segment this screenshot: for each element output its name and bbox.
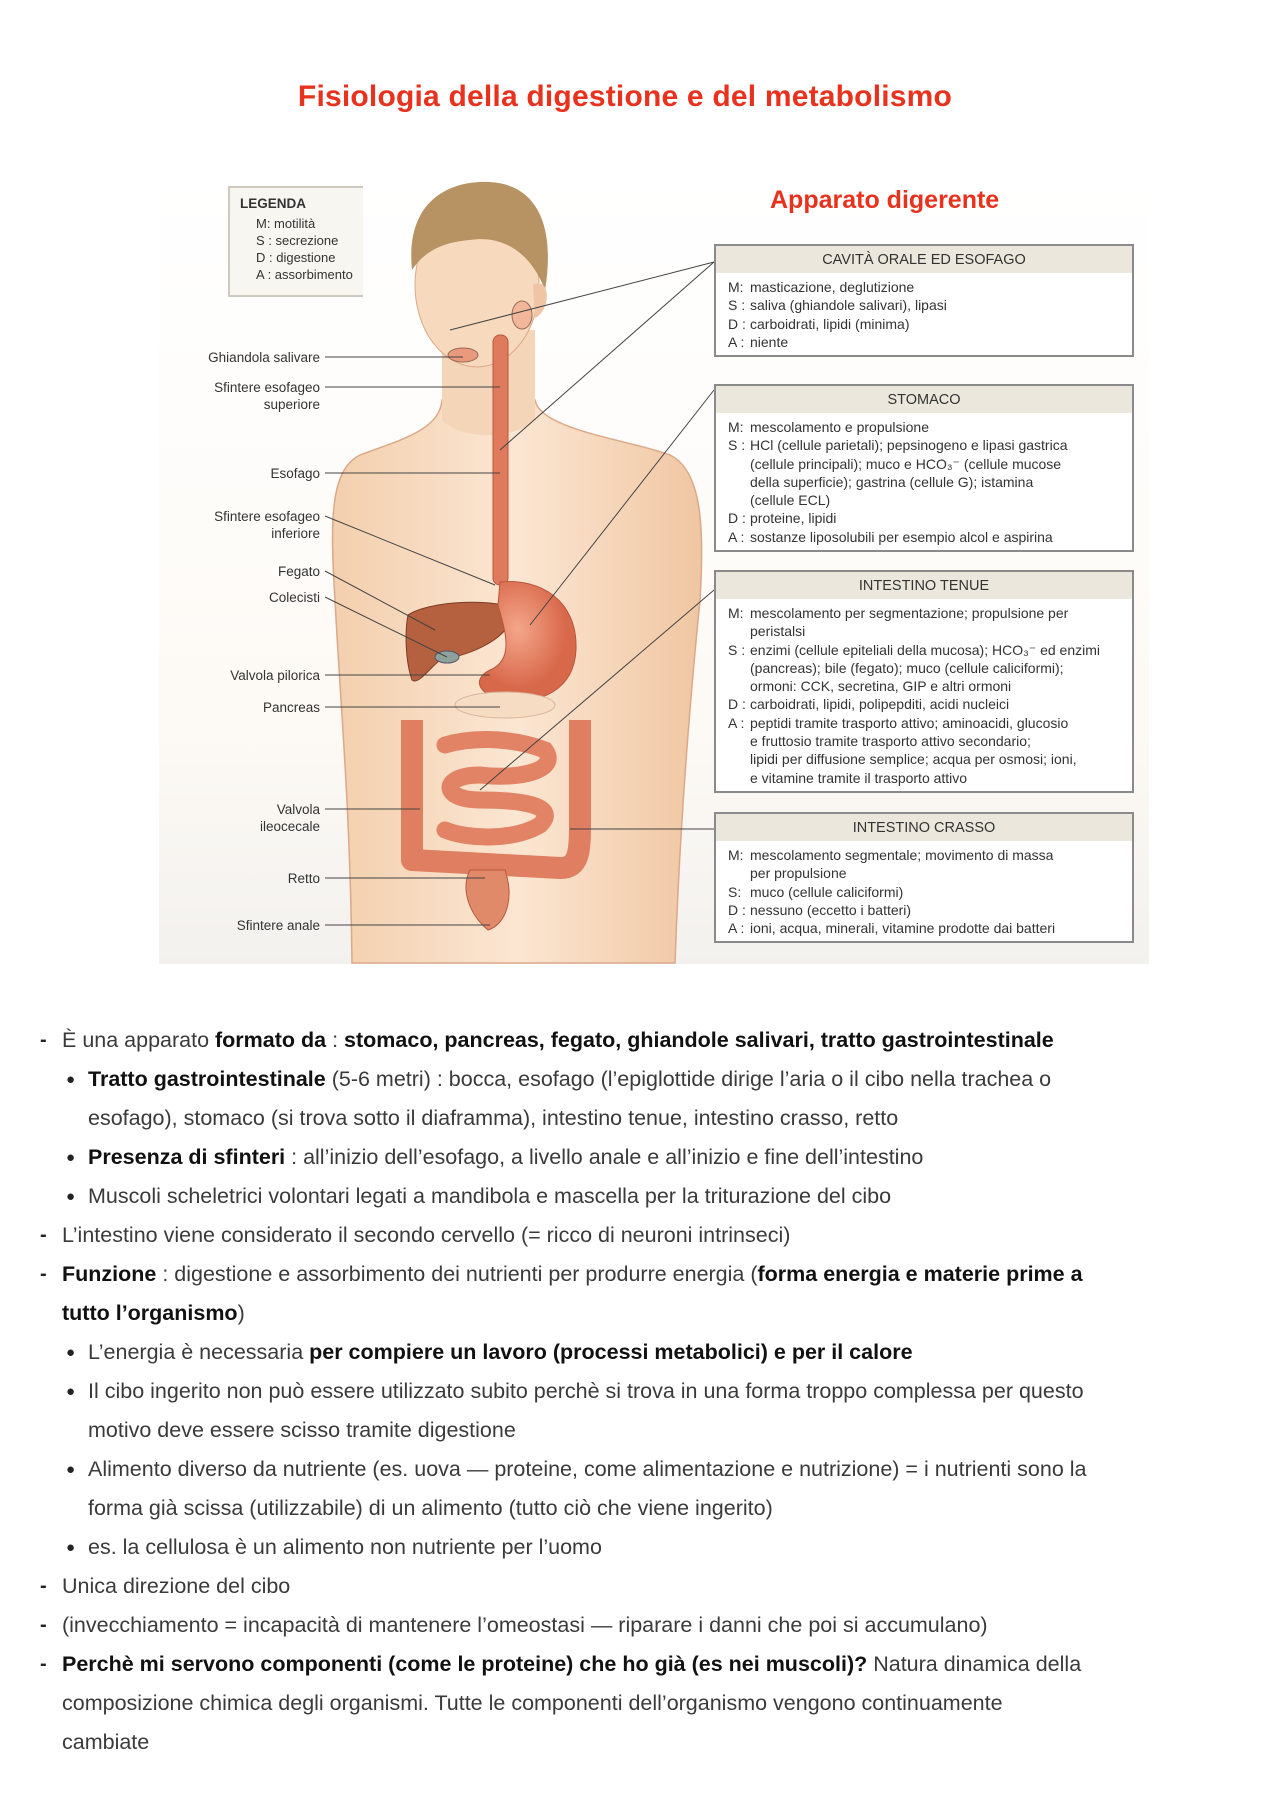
organ-box-heading: CAVITÀ ORALE ED ESOFAGO [716,246,1132,273]
organ-label [278,563,320,580]
row-text [750,883,903,901]
row-text [750,695,1009,713]
organ-box [714,812,1134,943]
note-subitem-line [0,1411,1280,1450]
notes-list [0,1021,1280,1762]
organ-box-heading: INTESTINO TENUE [716,572,1132,599]
organ-box-row [728,883,1126,901]
note-subitem-line [0,1450,1280,1489]
row-text-line: carboidrati, lipidi (minima) [750,315,910,332]
note-text [62,1021,1054,1060]
row-key: S : [728,297,746,314]
plain-text: : digestione e assorbimento dei nutrienti per produrre energia ( [156,1262,758,1286]
organ-box-row [728,333,1126,351]
row-text [750,509,836,527]
bold-text: Funzione [62,1262,157,1286]
note-subitem-line [0,1489,1280,1528]
bold-text: Tratto gastrointestinale [88,1067,326,1091]
row-text-line: muco (cellule caliciformi) [750,883,904,900]
row-text-line: masticazione, deglutizione [750,279,915,295]
organ-box-body [716,599,1132,791]
organ-box [714,244,1134,357]
note-line [0,1294,1280,1333]
row-key: A : [728,528,745,545]
organ-label [288,870,320,887]
row-text-line: proteine, lipidi [750,510,837,527]
parotid-gland [512,301,532,329]
organ-label [208,349,320,366]
note-text [88,1333,913,1372]
dash-marker: - [40,1614,47,1636]
organ-box-body [716,273,1132,355]
plain-text: composizione chimica degli organismi. Tutte le componenti dell’organismo vengono continuamente [62,1691,1003,1715]
row-key: D : [728,901,746,918]
note-text [88,1099,898,1138]
row-text-line: (cellule principali); muco e HCO₃⁻ (cellule mucose [750,455,1062,472]
row-text-line: ioni, acqua, minerali, vitamine prodotte dai batteri [750,920,1056,937]
bullet-marker: ● [66,1149,76,1166]
plain-text: È una apparato [62,1028,216,1052]
figure-title: Apparato digerente [770,186,1000,214]
organ-box-row [728,695,1126,713]
organ-box-row [728,901,1126,919]
organ-box-body [716,841,1132,941]
row-text-line: per propulsione [750,865,847,882]
note-line [0,1216,1280,1255]
organ-label [237,917,320,934]
row-text [750,528,1053,546]
organ-label-line: Sfintere esofageo [214,380,320,395]
row-text-line: (pancreas); bile (fegato); muco (cellule caliciformi); [750,659,1064,676]
organ-label-line: Sfintere esofageo [214,509,320,524]
note-line [0,1255,1280,1294]
note-text [88,1489,773,1528]
organ-label-line: Retto [287,871,320,886]
organ-label-line: Esofago [270,466,320,481]
note-text [88,1528,602,1567]
row-text-line: (cellule ECL) [750,492,831,509]
salivary-gland [448,348,478,362]
organ-box-row [728,418,1126,436]
note-text [62,1606,988,1645]
note-text [88,1060,1051,1099]
pancreas [455,692,555,718]
note-text [88,1372,1084,1411]
plain-text: Alimento diverso da nutriente (es. uova — proteine, come alimentazione e nutrizione) = i nutrienti sono la [88,1457,1087,1481]
row-text [750,714,1077,787]
dash-marker: - [40,1575,47,1597]
plain-text: Natura dinamica della [867,1652,1082,1676]
bold-text: stomaco, pancreas, fegato, ghiandole salivari, tratto gastrointestinale [344,1028,1054,1052]
organ-label [214,379,320,413]
note-line [0,1645,1280,1684]
organ-box-row [728,641,1126,696]
organ-label [269,589,320,606]
note-subitem-line [0,1528,1280,1567]
organ-label-line: Valvola [276,802,320,817]
bullet-marker: ● [66,1461,76,1478]
dash-marker: - [40,1029,47,1051]
legend [228,186,363,297]
row-text-line: e fruttosio tramite trasporto attivo secondario; [750,733,1031,750]
plain-text: L’energia è necessaria [88,1340,310,1364]
esophagus [493,335,508,585]
dash-marker: - [40,1653,47,1675]
bullet-marker: ● [66,1344,76,1361]
plain-text: Muscoli scheletrici volontari legati a mandibola e mascella per la triturazione del cibo [88,1184,892,1208]
note-text [62,1684,1003,1723]
plain-text: es. la cellulosa è un alimento non nutriente per l’uomo [88,1535,602,1559]
organ-box-row [728,528,1126,546]
row-text-line: ormoni: CCK, secretina, GIP e altri ormoni [750,678,1012,695]
organ-label-line: Fegato [277,564,320,579]
organ-label-line: Ghiandola salivare [208,350,320,365]
bold-text: tutto l’organismo [62,1301,238,1325]
row-text-line: saliva (ghiandole salivari), lipasi [750,297,947,314]
organ-box-row [728,714,1126,787]
organ-box-row [728,919,1126,937]
bold-text: forma energia e materie prime a [757,1262,1083,1286]
plain-text: ) [237,1301,245,1325]
row-key: S: [728,883,742,900]
note-text [62,1645,1081,1684]
ear [533,283,547,318]
note-line [0,1567,1280,1606]
organ-label-line: ileocecale [259,819,320,834]
bold-text: Perchè mi servono componenti (come le proteine) che ho già (es nei muscoli)? [62,1652,868,1676]
plain-text: Il cibo ingerito non può essere utilizzato subito perchè si trova in una forma troppo complessa per questo [88,1379,1084,1403]
plain-text: motivo deve essere scisso tramite digestione [88,1418,516,1442]
plain-text: : [326,1028,345,1052]
plain-text: esofago), stomaco (si trova sotto il diaframma), intestino tenue, intestino crasso, retto [88,1106,899,1130]
row-text [750,278,914,296]
row-text-line: niente [750,333,789,350]
row-text-line: e vitamine tramite il trasporto attivo [750,769,968,786]
organ-box-row [728,278,1126,296]
organ-box [714,384,1134,552]
organ-box-heading: INTESTINO CRASSO [716,814,1132,841]
organ-box-row [728,436,1126,509]
row-text-line: peristalsi [750,623,806,640]
organ-label-line: Colecisti [268,590,320,605]
note-line [0,1684,1280,1723]
organ-label-line: superiore [263,397,320,412]
note-subitem-line [0,1177,1280,1216]
bold-text: Presenza di sfinteri [88,1145,286,1169]
row-text [750,436,1068,509]
row-text-line: enzimi (cellule epiteliali della mucosa); HCO₃⁻ ed enzimi [750,641,1100,658]
plain-text: (5-6 metri) : bocca, esofago (l’epiglottide dirige l’aria o il cibo nella trachea o [325,1067,1052,1091]
row-key: M: [728,279,744,295]
bold-text: formato da [215,1028,327,1052]
organ-box [714,570,1134,793]
row-key: A : [728,920,745,937]
organ-label [263,699,320,716]
plain-text: cambiate [62,1730,150,1754]
plain-text: L’intestino viene considerato il secondo cervello (= ricco di neuroni intrinseci) [62,1223,791,1247]
bullet-marker: ● [66,1188,76,1205]
row-key: A : [728,714,745,731]
legend-item: M: motilità [256,216,316,231]
note-line [0,1606,1280,1645]
organ-box-body [716,413,1132,550]
row-text-line: mescolamento segmentale; movimento di massa [750,847,1054,863]
note-text [88,1177,891,1216]
row-key: M: [728,605,744,621]
note-subitem-line [0,1060,1280,1099]
row-text-line: HCl (cellule parietali); pepsinogeno e lipasi gastrica [750,437,1068,454]
row-key: A : [728,333,745,350]
legend-item: S : secrezione [256,233,339,248]
dash-marker: - [40,1263,47,1285]
organ-label-line: Valvola pilorica [230,668,320,683]
row-key: D : [728,696,746,713]
note-text [62,1255,1083,1294]
organ-box-row [728,509,1126,527]
page-title: Fisiologia della digestione e del metabolismo [297,80,953,113]
note-text [62,1567,290,1606]
note-subitem-line [0,1099,1280,1138]
organ-box-heading: STOMACO [716,386,1132,413]
note-subitem-line [0,1138,1280,1177]
row-text [750,901,911,919]
row-text-line: mescolamento per segmentazione; propulsione per [750,605,1069,621]
note-line [0,1723,1280,1762]
organ-label-line: Sfintere anale [236,918,320,933]
plain-text: : all’inizio dell’esofago, a livello anale e all’inizio e fine dell’intestino [285,1145,924,1169]
row-text-line: sostanze liposolubili per esempio alcol e aspirina [750,528,1053,545]
organ-box-row [728,315,1126,333]
row-text-line: mescolamento e propulsione [750,419,929,435]
row-text [750,333,788,351]
bullet-marker: ● [66,1071,76,1088]
organ-box-row [728,846,1126,883]
row-text [750,418,929,436]
row-text [750,919,1055,937]
row-text [750,641,1100,696]
note-text [62,1294,245,1333]
organ-label [214,508,320,542]
legend-item: A : assorbimento [256,267,353,282]
note-line [0,1021,1280,1060]
row-text-line: nessuno (eccetto i batteri) [750,901,912,918]
note-text [88,1138,923,1177]
row-key: M: [728,847,744,863]
row-text [750,296,947,314]
organ-label [230,667,320,684]
dash-marker: - [40,1224,47,1246]
legend-heading: LEGENDA [240,196,307,211]
note-text [88,1450,1087,1489]
organ-label-line: inferiore [271,526,320,541]
row-key: M: [728,419,744,435]
bullet-marker: ● [66,1383,76,1400]
row-key: D : [728,510,746,527]
organ-box-row [728,604,1126,641]
organ-label [270,465,320,482]
organ-box-row [728,296,1126,314]
plain-text: forma già scissa (utilizzabile) di un alimento (tutto ciò che viene ingerito) [88,1496,773,1520]
row-key: S : [728,437,746,454]
bullet-marker: ● [66,1539,76,1556]
row-key: D : [728,315,746,332]
row-text-line: carboidrati, lipidi, polipepditi, acidi nucleici [750,696,1010,713]
row-text [750,846,1053,883]
legend-item: D : digestione [256,250,336,265]
row-text-line: della superficie); gastrina (cellule G); istamina [750,473,1034,490]
note-text [62,1216,790,1255]
plain-text: Unica direzione del cibo [62,1574,291,1598]
note-text [62,1723,149,1762]
note-subitem-line [0,1372,1280,1411]
note-subitem-line [0,1333,1280,1372]
note-text [88,1411,516,1450]
row-text-line: lipidi per diffusione semplice; acqua per osmosi; ioni, [750,751,1077,768]
plain-text: (invecchiamento = incapacità di mantenere l’omeostasi — riparare i danni che poi si accumulano) [62,1613,988,1637]
bold-text: per compiere un lavoro (processi metabolici) e per il calore [309,1340,913,1364]
row-text [750,315,910,333]
organ-label [260,801,320,835]
row-text [750,604,1068,641]
organ-label-line: Pancreas [262,700,320,715]
row-key: S : [728,641,746,658]
row-text-line: peptidi tramite trasporto attivo; aminoacidi, glucosio [750,714,1069,731]
